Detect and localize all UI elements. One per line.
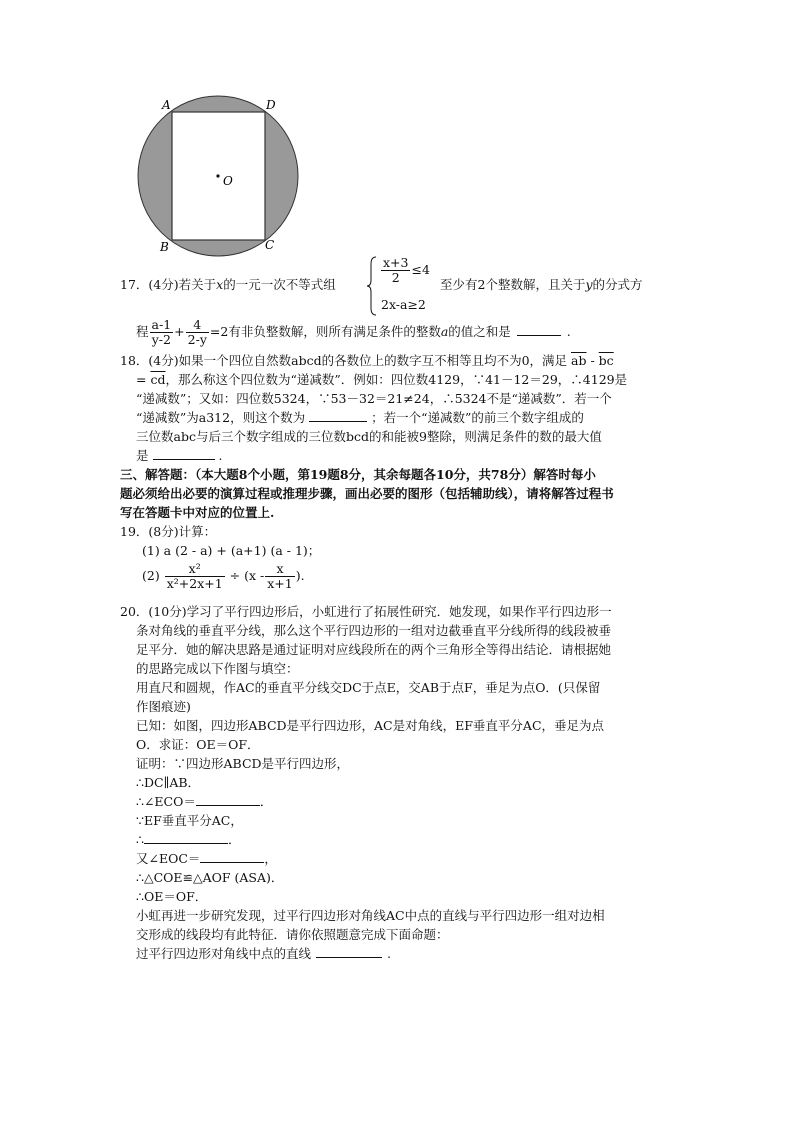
q19-part1: (1) a (2 - a) + (a+1) (a - 1)； xyxy=(142,543,321,558)
q17-line1-cont: 至少有2个整数解，且关于y的分式方 xyxy=(440,277,643,292)
q20-line3: 足平分．她的解决思路是通过证明对应线段所在的两个三角形全等得出结论．请根据她 xyxy=(136,642,612,657)
label-d: D xyxy=(266,98,276,112)
section3-line1: 三、解答题：（本大题8个小题，第19题8分，其余每题各10分，共78分）解答时每小 xyxy=(120,467,596,482)
q20-line8: O．求证：OE＝OF． xyxy=(136,737,260,752)
section3-line3: 写在答题卡中对应的位置上. xyxy=(120,505,275,520)
label-b: B xyxy=(160,240,169,254)
q20-line10: ∴DC∥AB． xyxy=(136,775,201,790)
section3-line2: 题必须给出必要的演算过程或推理步骤，画出必要的图形（包括辅助线），请将解答过程书 xyxy=(120,486,614,501)
label-a: A xyxy=(162,98,171,112)
q18-line4: “递减数”为a312，则这个数为 ；若一个“递减数”的前三个数字组成的 xyxy=(136,410,584,425)
q20-line1: 20．(10分)学习了平行四边形后，小虹进行了拓展性研究．她发现，如果作平行四边形一 xyxy=(120,604,612,619)
q19-title: 19．(8分)计算： xyxy=(120,524,217,539)
q20-line4: 的思路完成以下作图与填空： xyxy=(136,661,299,676)
label-c: C xyxy=(265,238,275,252)
q19-fraction-main: $\frac{\text{x²}}{\text{x²+2x+1}}$ xyxy=(166,561,223,591)
q20-line6: 作图痕迹) xyxy=(136,699,191,714)
answer-blank-18b[interactable] xyxy=(153,447,215,460)
system-fraction: $\frac{x+3}{2}$ xyxy=(383,255,409,285)
q18-line3: “递减数”；又如：四位数5324，∵53－32＝21≠24，∴5324不是“递减数”．若一个 xyxy=(136,391,612,406)
q20-line12: ∵EF垂直平分AC， xyxy=(136,813,243,828)
q19-part2: (2) $\frac{\text{x²}}{\text{x²+2x+1}}$ ÷ (x - $\frac{x}{x+1}$ ). xyxy=(142,561,305,591)
q20-line18: 交形成的线段均有此特征．请你依照题意完成下面命题： xyxy=(136,927,449,942)
answer-blank-17[interactable] xyxy=(517,323,561,336)
fraction-2: $\frac{4}{2-y}$ xyxy=(187,317,207,347)
q17-system-row1: $\frac{x+3}{2}$ ≤4 xyxy=(383,255,430,285)
answer-blank-20a[interactable] xyxy=(196,793,260,806)
q20-line7: 已知：如图，四边形ABCD是平行四边形，AC是对角线，EF垂直平分AC，垂足为点 xyxy=(136,718,605,733)
answer-blank-18a[interactable] xyxy=(309,409,367,422)
system-brace xyxy=(367,256,377,316)
q20-line11: ∴∠ECO＝ ． xyxy=(136,794,273,809)
q20-line2: 条对角线的垂直平分线，那么这个平行四边形的一组对边截垂直平分线所得的线段被垂 xyxy=(136,623,612,638)
center-point-o xyxy=(216,174,219,177)
q20-line5: 用直尺和圆规，作AC的垂直平分线交DC于点E，交AB于点F，垂足为点O．(只保留 xyxy=(136,680,601,695)
q20-line15: ∴△COE≌△AOF (ASA)． xyxy=(136,870,284,885)
q18-line5: 三位数abc与后三个数字组成的三位数bcd的和能被9整除，则满足条件的数的最大值 xyxy=(136,429,602,444)
q20-line16: ∴OE＝OF． xyxy=(136,889,208,904)
fraction-1: $\frac{a-1}{y-2}$ xyxy=(151,317,172,347)
answer-blank-20d[interactable] xyxy=(316,945,382,958)
q20-line9: 证明：∵四边形ABCD是平行四边形， xyxy=(136,756,350,771)
answer-blank-20b[interactable] xyxy=(144,831,228,844)
q20-line14: 又∠EOC＝ ， xyxy=(136,851,277,866)
answer-blank-20c[interactable] xyxy=(200,850,264,863)
q17-line1: 17．(4分)若关于x的一元一次不等式组 xyxy=(120,277,336,292)
q17-system-row2: 2x-a≥2 xyxy=(381,297,426,312)
label-o: O xyxy=(223,174,233,188)
q18-line6: 是 . xyxy=(136,448,223,463)
q17-line2: 程 $\frac{a-1}{y-2}$ + $\frac{4}{2-y}$ =2有非负整数解，则所有满足条件的整数a的值之和是 . xyxy=(136,317,571,347)
q20-line17: 小虹再进一步研究发现，过平行四边形对角线AC中点的直线与平行四边形一组对边相 xyxy=(136,908,605,923)
circle-rectangle-figure xyxy=(130,92,310,262)
q18-line2: = $\overline{cd}$，那么称这个四位数为“递减数”．例如：四位数4129，∵41－12＝29，∴4129是 xyxy=(136,372,628,387)
q19-fraction-inner: $\frac{x}{x+1}$ xyxy=(267,561,293,591)
q18-line1: 18．(4分)如果一个四位自然数abcd的各数位上的数字互不相等且均不为0，满足 $\overline{ab} - \overline{bc}$ xyxy=(120,353,614,368)
q20-line13: ∴ ． xyxy=(136,832,241,847)
q20-line19: 过平行四边形对角线中点的直线 . xyxy=(136,946,391,961)
